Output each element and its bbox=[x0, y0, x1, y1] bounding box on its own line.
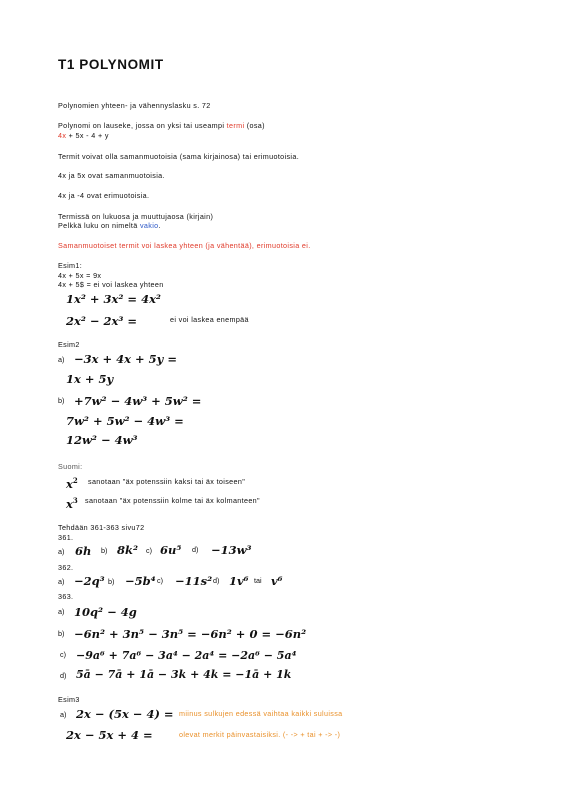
ex362-or: tai bbox=[254, 576, 262, 585]
ex361-label: 361. bbox=[58, 533, 74, 542]
diff-form-note: 4x ja -4 ovat erimuotoisia. bbox=[58, 191, 150, 200]
ex362-a-value: −2q³ bbox=[74, 574, 105, 588]
ex361-d-label: d) bbox=[192, 545, 199, 554]
esim1-math2: 2x² − 2x³ = bbox=[66, 314, 138, 328]
ex361-a-value: 6h bbox=[75, 544, 92, 558]
esim3-a-label: a) bbox=[60, 710, 67, 719]
ex362-d-label: d) bbox=[213, 576, 220, 585]
ex363-c-value: −9a⁶ + 7a⁶ − 3a⁴ − 2a⁴ = −2a⁶ − 5a⁴ bbox=[76, 649, 297, 662]
definition-prefix: Polynomi on lauseke, jossa on yksi tai useampi bbox=[58, 121, 227, 130]
esim2-a-line2: 1x + 5y bbox=[66, 372, 114, 386]
example-polynomial-red: 4x bbox=[58, 131, 67, 140]
esim3-math2: 2x − 5x + 4 = bbox=[66, 728, 153, 742]
definition bbox=[58, 121, 265, 130]
page-title: T1 POLYNOMIT bbox=[58, 57, 164, 72]
constant-word: vakio bbox=[139, 221, 159, 230]
ex363-a-value: 10q² − 4g bbox=[74, 605, 137, 619]
term-parts-note: Termissä on lukuosa ja muuttujaosa (kirjain) bbox=[58, 212, 214, 221]
ex362-a-label: a) bbox=[58, 577, 65, 586]
ex363-label: 363. bbox=[58, 592, 74, 601]
ex363-d-label: d) bbox=[60, 671, 67, 680]
esim1-note: ei voi laskea enempää bbox=[170, 315, 249, 324]
esim2-b-line1: +7w² − 4w³ + 5w² = bbox=[74, 394, 202, 408]
definition-suffix: (osa) bbox=[244, 121, 265, 130]
esim2-a-line1: −3x + 4x + 5y = bbox=[74, 352, 177, 366]
terms-note: Termit voivat olla samanmuotoisia (sama kirjainosa) tai erimuotoisia. bbox=[58, 152, 300, 161]
ex362-c-value: −11s² bbox=[175, 574, 213, 588]
ex361-c-label: c) bbox=[146, 546, 152, 555]
ex362-d-value: 1v⁶ bbox=[229, 574, 249, 588]
suomi-x3-note: sanotaan "äx potenssiin kolme tai äx kolmanteen" bbox=[85, 496, 260, 505]
esim1-math1: 1x² + 3x² = 4x² bbox=[66, 292, 161, 306]
esim2-label: Esim2 bbox=[58, 340, 80, 349]
ex362-b-value: −5b⁴ bbox=[125, 574, 156, 588]
esim1-label: Esim1: bbox=[58, 261, 83, 270]
esim3-label: Esim3 bbox=[58, 695, 80, 704]
ex362-label: 362. bbox=[58, 563, 74, 572]
esim2-b-line2: 7w² + 5w² − 4w³ = bbox=[66, 414, 184, 428]
constant-suffix: . bbox=[158, 221, 161, 230]
ex361-a-label: a) bbox=[58, 547, 65, 556]
ex363-c-label: c) bbox=[60, 650, 66, 659]
esim3-note1: miinus sulkujen edessä vaihtaa kaikki suluissa bbox=[179, 709, 343, 718]
esim1-line1: 4x + 5x = 9x bbox=[58, 271, 102, 280]
example-polynomial-rest: + 5x - 4 + y bbox=[66, 131, 109, 140]
esim1-line2: 4x + 5$ = ei voi laskea yhteen bbox=[58, 280, 164, 289]
constant-prefix: Pelkkä luku on nimeltä bbox=[58, 221, 140, 230]
same-form-note: 4x ja 5x ovat samanmuotoisia. bbox=[58, 171, 165, 180]
esim2-b-label: b) bbox=[58, 396, 65, 405]
suomi-x3: $x^3$ bbox=[66, 496, 78, 511]
ex363-a-label: a) bbox=[58, 607, 65, 616]
suomi-x2: $x^2$ bbox=[66, 476, 78, 491]
ex363-b-label: b) bbox=[58, 629, 65, 638]
suomi-label: Suomi: bbox=[58, 462, 83, 471]
ex362-b-label: b) bbox=[108, 577, 115, 586]
esim2-b-line3: 12w² − 4w³ bbox=[66, 433, 138, 447]
suomi-x2-note: sanotaan "äx potenssiin kaksi tai äx toiseen" bbox=[88, 477, 246, 486]
ex363-d-value: 5ā − 7ā + 1ā − 3k + 4k = −1ā + 1k bbox=[76, 668, 292, 681]
esim3-note2: olevat merkit päinvastaisiksi. (- -> + tai + -> -) bbox=[179, 730, 341, 739]
ex361-c-value: 6u⁵ bbox=[160, 543, 182, 557]
esim2-a-label: a) bbox=[58, 355, 65, 364]
ex362-c-label: c) bbox=[157, 576, 163, 585]
ex361-b-value: 8k² bbox=[117, 543, 139, 557]
definition-term-word: termi bbox=[226, 121, 245, 130]
ex362-d-value2: v⁶ bbox=[271, 574, 283, 588]
tehdaan-note: Tehdään 361-363 sivu72 bbox=[58, 523, 145, 532]
ex361-b-label: b) bbox=[101, 546, 108, 555]
rule-note: Samanmuotoiset termit voi laskea yhteen (ja vähentää), erimuotoisia ei. bbox=[58, 241, 311, 250]
constant-note bbox=[58, 221, 161, 230]
subtitle: Polynomien yhteen- ja vähennyslasku s. 72 bbox=[58, 101, 211, 110]
ex363-b-value: −6n² + 3n⁵ − 3n⁵ = −6n² + 0 = −6n² bbox=[74, 627, 307, 641]
esim3-math1: 2x − (5x − 4) = bbox=[76, 707, 174, 721]
example-polynomial bbox=[58, 131, 109, 140]
ex361-d-value: −13w³ bbox=[211, 543, 252, 557]
